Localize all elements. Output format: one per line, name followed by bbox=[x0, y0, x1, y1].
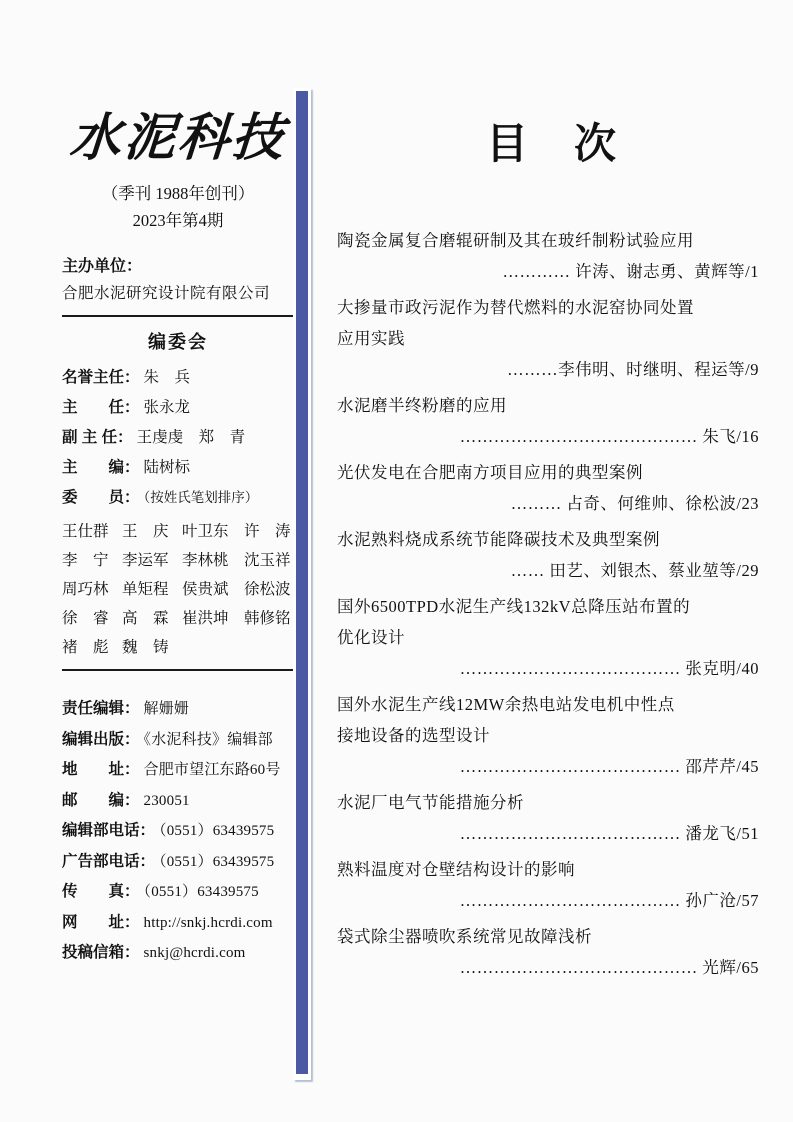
toc-entry-title: 大掺量市政污泥作为替代燃料的水泥窑协同处置 bbox=[337, 298, 694, 317]
member-name: 韩修铭 bbox=[244, 610, 291, 627]
member-name: 褚 彪 bbox=[62, 639, 109, 656]
info-row-responsible-editor bbox=[62, 694, 294, 725]
toc-entry-byline: …………………………………… 朱飞/16 bbox=[459, 427, 759, 446]
toc-entry bbox=[337, 524, 767, 587]
publication-info bbox=[62, 694, 294, 969]
role-label: 委 员： bbox=[62, 489, 140, 506]
role-row-chief-editor bbox=[62, 453, 294, 483]
toc-entry-title: 水泥熟料烧成系统节能降碳技术及典型案例 bbox=[337, 530, 660, 549]
info-value: （0551）63439575 bbox=[159, 823, 275, 839]
info-value: 解姗姗 bbox=[143, 701, 190, 717]
info-label: 邮 编： bbox=[62, 791, 140, 809]
toc-entry bbox=[337, 292, 767, 386]
info-label: 广告部电话： bbox=[62, 852, 156, 870]
member-name: 单矩程 bbox=[122, 581, 169, 598]
accent-bar bbox=[293, 88, 311, 1080]
role-label: 副 主 任： bbox=[62, 429, 133, 446]
role-value: 陆树标 bbox=[143, 459, 191, 476]
info-label: 编辑部电话： bbox=[62, 822, 156, 839]
info-label: 投稿信箱： bbox=[62, 944, 140, 961]
editorial-board-members bbox=[62, 517, 294, 662]
member-name: 魏 铸 bbox=[122, 639, 169, 656]
toc-entry bbox=[337, 921, 767, 984]
organizer-name: 合肥水泥研究设计院有限公司 bbox=[62, 285, 271, 302]
horizontal-rule-bottom bbox=[62, 669, 294, 671]
member-name: 徐 睿 bbox=[62, 610, 109, 627]
role-value: 朱 兵 bbox=[143, 369, 191, 386]
role-row-deputy-director bbox=[62, 423, 294, 453]
info-label: 责任编辑： bbox=[62, 700, 140, 717]
info-label: 网 址： bbox=[62, 913, 140, 931]
accent-bar-fill bbox=[296, 91, 308, 1074]
organizer-block bbox=[62, 254, 294, 308]
info-row-submission-email bbox=[62, 938, 294, 969]
info-row-address bbox=[62, 755, 294, 786]
toc-entry-title: 陶瓷金属复合磨辊研制及其在玻纤制粉试验应用 bbox=[337, 231, 694, 250]
toc-entry-title: 国外6500TPD水泥生产线132kV总降压站布置的 bbox=[337, 597, 691, 616]
info-value: 《水泥科技》编辑部 bbox=[143, 731, 273, 748]
toc-entry-byline: …… 田艺、刘银杰、蔡业堃等/29 bbox=[510, 561, 759, 580]
organizer-label: 主办单位： bbox=[62, 258, 143, 275]
journal-title: 水泥科技 bbox=[67, 108, 289, 168]
horizontal-rule-top bbox=[62, 315, 294, 317]
role-label: 主 编： bbox=[62, 459, 140, 476]
editorial-board-heading: 编委会 bbox=[148, 332, 208, 352]
toc-entry-title: 水泥磨半终粉磨的应用 bbox=[337, 396, 507, 415]
toc-entry bbox=[337, 591, 767, 685]
website-url: http://snkj.hcrdi.com bbox=[143, 914, 273, 931]
info-label: 编辑出版： bbox=[62, 730, 140, 748]
role-value: 张永龙 bbox=[143, 399, 191, 416]
journal-subtitle-block bbox=[62, 180, 294, 234]
toc-entry bbox=[337, 689, 767, 783]
toc-entry bbox=[337, 787, 767, 850]
toc-entry-title: 光伏发电在合肥南方项目应用的典型案例 bbox=[337, 463, 643, 482]
member-name: 沈玉祥 bbox=[244, 552, 291, 569]
toc-entry-byline: …………………………………… 光辉/65 bbox=[459, 958, 759, 977]
journal-issue: 2023年第4期 bbox=[132, 211, 224, 230]
table-of-contents bbox=[337, 116, 767, 988]
info-row-website bbox=[62, 908, 294, 939]
member-name: 王仕群 bbox=[62, 523, 109, 540]
member-name: 李运军 bbox=[122, 552, 169, 569]
info-row-ad-phone bbox=[62, 847, 294, 878]
member-name: 叶卫东 bbox=[182, 523, 229, 540]
toc-entry-byline: ………… 许涛、谢志勇、黄辉等/1 bbox=[502, 262, 759, 281]
toc-entry-byline: ………………………………… 孙广沧/57 bbox=[459, 891, 759, 910]
role-row-members bbox=[62, 483, 294, 513]
member-name: 李林桃 bbox=[182, 552, 229, 569]
info-row-fax bbox=[62, 877, 294, 908]
role-row-director bbox=[62, 393, 294, 423]
journal-subtitle: （季刊 1988年创刊） bbox=[101, 184, 255, 203]
toc-entry bbox=[337, 225, 767, 288]
member-name: 李 宁 bbox=[62, 552, 109, 569]
toc-entry-byline: ……… 占奇、何维帅、徐松波/23 bbox=[510, 494, 759, 513]
member-name: 王 庆 bbox=[122, 523, 169, 540]
toc-entry bbox=[337, 457, 767, 520]
email-address: snkj@hcrdi.com bbox=[143, 945, 246, 961]
info-value: 230051 bbox=[143, 792, 190, 809]
role-value: 王虔虔 郑 青 bbox=[136, 429, 246, 446]
info-label: 传 真： bbox=[62, 883, 140, 900]
toc-entry-byline: ………………………………… 潘龙飞/51 bbox=[459, 824, 759, 843]
left-column bbox=[62, 106, 294, 969]
toc-entry-title-line2: 优化设计 bbox=[337, 628, 405, 647]
info-row-editorial-phone bbox=[62, 816, 294, 847]
member-name: 徐松波 bbox=[244, 581, 291, 598]
toc-entry-title-line2: 应用实践 bbox=[337, 329, 405, 348]
editorial-board-roles bbox=[62, 363, 294, 513]
toc-entry bbox=[337, 390, 767, 453]
member-name: 周巧林 bbox=[62, 581, 109, 598]
info-value: （0551）63439575 bbox=[159, 853, 275, 870]
toc-entry-byline: ………李伟明、时继明、程运等/9 bbox=[507, 360, 759, 379]
info-value: 合肥市望江东路60号 bbox=[143, 762, 281, 778]
toc-list bbox=[337, 225, 767, 984]
toc-entry-byline: ………………………………… 邵芹芹/45 bbox=[459, 757, 759, 776]
role-value: （按姓氏笔划排序） bbox=[143, 490, 259, 505]
toc-entry-title-line2: 接地设备的选型设计 bbox=[337, 726, 490, 745]
toc-entry-title: 熟料温度对仓壁结构设计的影响 bbox=[337, 860, 575, 879]
toc-entry-title: 袋式除尘器喷吹系统常见故障浅析 bbox=[337, 927, 592, 946]
info-row-postcode bbox=[62, 786, 294, 817]
member-name: 崔洪坤 bbox=[182, 610, 229, 627]
member-name: 许 涛 bbox=[244, 523, 291, 540]
role-label: 主 任： bbox=[62, 399, 140, 416]
toc-entry-title: 国外水泥生产线12MW余热电站发电机中性点 bbox=[337, 695, 675, 714]
info-value: （0551）63439575 bbox=[143, 884, 259, 900]
member-name: 高 霖 bbox=[122, 610, 169, 627]
role-label: 名誉主任： bbox=[62, 369, 140, 386]
role-row-honorary-director bbox=[62, 363, 294, 393]
toc-entry-byline: ………………………………… 张克明/40 bbox=[459, 659, 759, 678]
info-label: 地 址： bbox=[62, 761, 140, 778]
member-name: 侯贵斌 bbox=[182, 581, 229, 598]
info-row-publisher bbox=[62, 725, 294, 756]
toc-entry-title: 水泥厂电气节能措施分析 bbox=[337, 793, 524, 812]
toc-heading: 目 次 bbox=[485, 122, 618, 168]
toc-entry bbox=[337, 854, 767, 917]
